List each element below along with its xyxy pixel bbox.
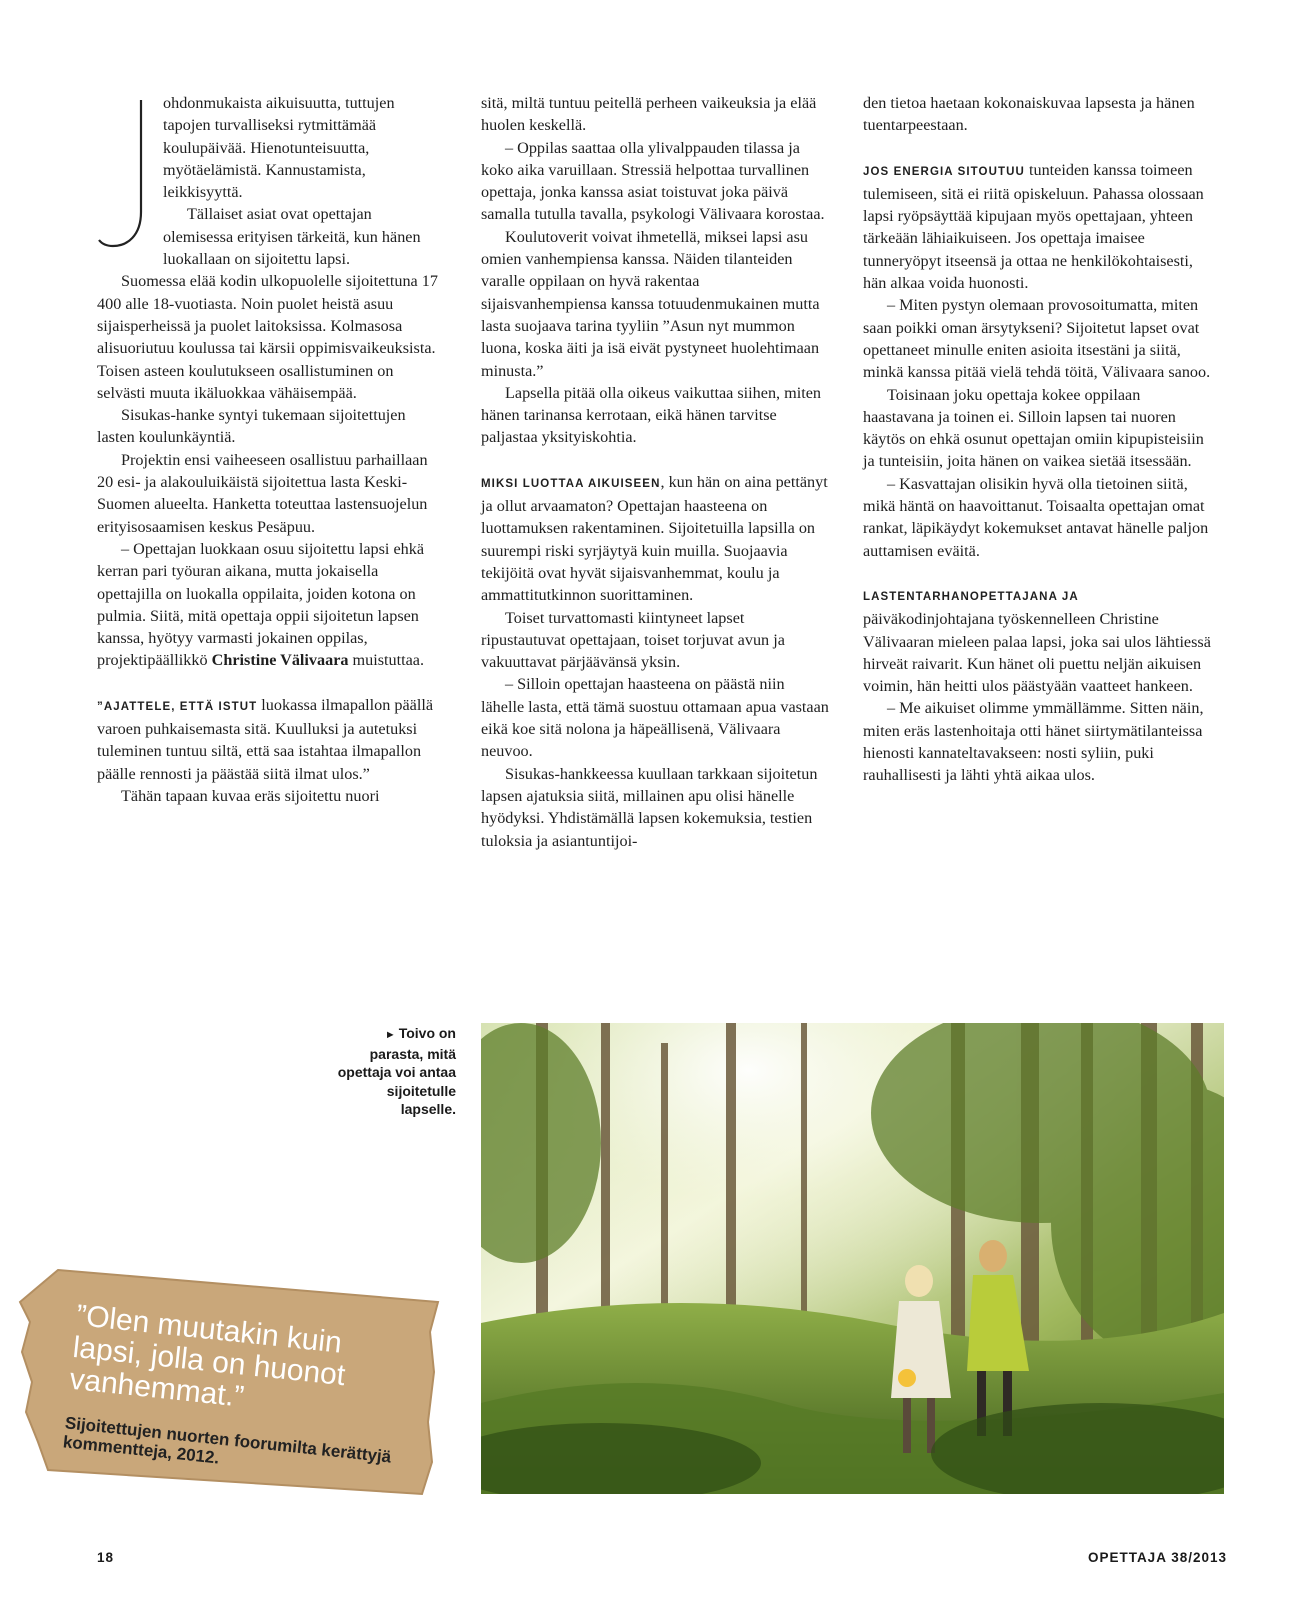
- section-lead: JOS ENERGIA SITOUTUU: [863, 165, 1025, 178]
- paragraph: Suomessa elää kodin ulkopuolelle sijoitettuna 17 400 alle 18-vuotiasta. Noin puolet heistä asuu sijaisperheissä ja puolet laitoksissa. Kolmasosa alisuoriutuu koulussa tai kärsii oppimisvaikeuksista. Toisen asteen koulutukseen osallistuminen on selvästi muuta ikäluokkaa vähäisempää.: [97, 272, 438, 402]
- person-name: Christine Välivaara: [211, 651, 349, 670]
- page-number: 18: [97, 1550, 115, 1565]
- paragraph: – Silloin opettajan haasteena on päästä niin lähelle lasta, että tämä suostuu ottamaan apua vastaan eikä koe sitä nolona ja häpeällisenä, Välivaara neuvoo.: [481, 675, 829, 761]
- paragraph: Projektin ensi vaiheeseen osallistuu parhaillaan 20 esi- ja alakouluikäistä sijoitettua lasta Keski-Suomen alueelta. Hanketta toteuttaa lastensuojelun erityisosaamisen keskus Pesäpuu.: [97, 450, 428, 536]
- pullquote-source: Sijoitettujen nuorten foorumilta kerättyjä kommentteja, 2012.: [62, 1413, 393, 1468]
- paragraph: – Kasvattajan olisikin hyvä olla tietoinen siitä, mikä häntä on haavoittanut. Toisaalta opettajan omat rankat, läpikäydyt kokemukset antavat hänelle paljon auttamisen eväitä.: [863, 474, 1209, 560]
- paragraph: Toisinaan joku opettaja kokee oppilaan haastavana ja toinen ei. Silloin lapsen tai nuoren käytös on ehkä osunut opettajan omiin kipupisteisiin ja tunteisiin, joita hänen on vaikea sietää itsessään.: [863, 385, 1204, 471]
- drop-cap: [97, 94, 159, 252]
- paragraph: ohdonmukaista aikuisuutta, tuttujen tapojen turvalliseksi rytmittämää koulupäivää. Hienotunteisuutta, myötäelämistä. Kannustamista, leikkisyyttä.: [163, 94, 395, 202]
- paragraph: JOS ENERGIA SITOUTUU tunteiden kanssa toimeen tulemiseen, sitä ei riitä opiskeluun. Pahassa olossaan lapsi ryöpsäyttää kipujaan myös opettajaan, yhteen tärkeään lähiaikuiseen. Jos opettaja imaisee tunneryöpyt itseensä ja ottaa ne henkilökohtaisesti, hän alkaa voida huonosti.: [863, 160, 1204, 293]
- paragraph: Lapsella pitää olla oikeus vaikuttaa siihen, miten hänen tarinansa kerrotaan, eikä hänen tarvitse paljastaa yksityiskohtia.: [481, 383, 822, 447]
- forest-photo: [481, 1023, 1224, 1494]
- pullquote-text: ”Olen muutakin kuin lapsi, jolla on huonot vanhemmat.”: [67, 1299, 347, 1414]
- paragraph: Sisukas-hankkeessa kuullaan tarkkaan sijoitetun lapsen ajatuksia siitä, millainen apu olisi hänelle hyödyksi. Yhdistämällä lapsen kokemuksia, testien tuloksia ja asiantuntijoi-: [481, 764, 818, 850]
- article-column-2: [481, 92, 829, 852]
- paragraph: Tällaiset asiat ovat opettajan olemisessa erityisen tärkeitä, kun hänen luokallaan on sijoitettu lapsi.: [163, 205, 421, 269]
- photo-caption: [330, 1024, 456, 1119]
- article-column-3: [863, 92, 1211, 787]
- caption-arrow-icon: ►: [384, 1029, 396, 1041]
- paragraph: LASTENTARHANOPETTAJANA JA päiväkodinjohtajana työskennelleen Christine Välivaaran mieleen palaa lapsi, joka sai ulos lähtiessä hirveät raivarit. Kun hänet oli puettu neljän aikuisen voimin, hän heitti ulos päästyään vaatteet hankeen.: [863, 590, 1211, 696]
- section-lead: MIKSI LUOTTAA AIKUISEEN: [481, 477, 661, 490]
- section-lead: ”AJATTELE, ETTÄ ISTUT: [97, 700, 258, 713]
- article-column-1: [97, 92, 445, 807]
- paragraph: – Miten pystyn olemaan provosoitumatta, miten saan poikki oman ärsytykseni? Sijoitetut lapset ovat opettaneet minulle eniten asioita itsestäni ja siitä, minkä kanssa pitää vielä tehdä töitä, Välivaara sanoo.: [863, 296, 1211, 382]
- publication-issue: OPETTAJA 38/2013: [1087, 1550, 1227, 1565]
- paragraph: – Oppilas saattaa olla ylivalppauden tilassa ja koko aika varuillaan. Stressiä helpottaa turvallinen opettaja, jonka kanssa asiat toistuvat joka päivä samalla tutulla tavalla, psykologi Välivaara korostaa.: [481, 138, 825, 224]
- paragraph: MIKSI LUOTTAA AIKUISEEN, kun hän on aina pettänyt ja ollut arvaamaton? Opettajan haasteena on luottamuksen rakentaminen. Sijoitetuilla lapsilla on suurempi riski syrjäytyä kuin muilla. Suojaavia tekijöitä ovat hyvät sijaisvanhemmat, koulu ja ammattitutkinnon suorittaminen.: [481, 472, 828, 605]
- paragraph: Koulutoverit voivat ihmetellä, miksei lapsi asu omien vanhempiensa kanssa. Näiden tilanteiden varalle oppilaan on hyvä rakentaa sijaisvanhempiensa kanssa totuudenmukainen mutta lasta suojaava tarina tyyliin ”Asun nyt mummon luona, koska äiti ja isä eivät pystyneet huolehtimaan minusta.”: [481, 227, 820, 380]
- paragraph: den tietoa haetaan kokonaiskuvaa lapsesta ja hänen tuentarpeestaan.: [863, 94, 1195, 135]
- paragraph: – Me aikuiset olimme ymmällämme. Sitten näin, miten eräs lastenhoitaja otti hänet siirtymätilanteissa hienosti kannateltavakseen: nosti syliin, puki rauhallisesti ja lähti yhtä aikaa ulos.: [863, 699, 1204, 785]
- paragraph: – Opettajan luokkaan osuu sijoitettu lapsi ehkä kerran pari työuran aikana, mutta jokaisella opettajilla on luokalla oppilaita, joiden kotona on pulmia. Siitä, mitä opettaja oppii sijoitetun lapsen kanssa, hyötyy varmasti jokainen oppilas, projektipäällikkö Christine Välivaara muistuttaa.: [97, 539, 425, 670]
- caption-text: Toivo on parasta, mitä opettaja voi antaa sijoitetulle lapselle.: [337, 1025, 456, 1117]
- section-lead: LASTENTARHANOPETTAJANA JA: [863, 590, 1079, 603]
- paragraph: Sisukas-hanke syntyi tukemaan sijoitettujen lasten koulunkäyntiä.: [97, 406, 406, 447]
- paragraph: sitä, miltä tuntuu peitellä perheen vaikeuksia ja elää huolen keskellä.: [481, 94, 817, 135]
- paragraph: Tähän tapaan kuvaa eräs sijoitettu nuori: [121, 786, 380, 805]
- paragraph: ”AJATTELE, ETTÄ ISTUT luokassa ilmapallon päällä varoen puhkaisemasta sitä. Kuulluksi ja autetuksi tuleminen tuntuu siltä, että saa istahtaa ilmapallon päälle rennosti ja päästää siitä ilmat ulos.”: [97, 695, 434, 783]
- paragraph: Toiset turvattomasti kiintyneet lapset ripustautuvat opettajaan, toiset torjuvat avun ja vakuuttavat pärjäävänsä yksin.: [481, 608, 785, 672]
